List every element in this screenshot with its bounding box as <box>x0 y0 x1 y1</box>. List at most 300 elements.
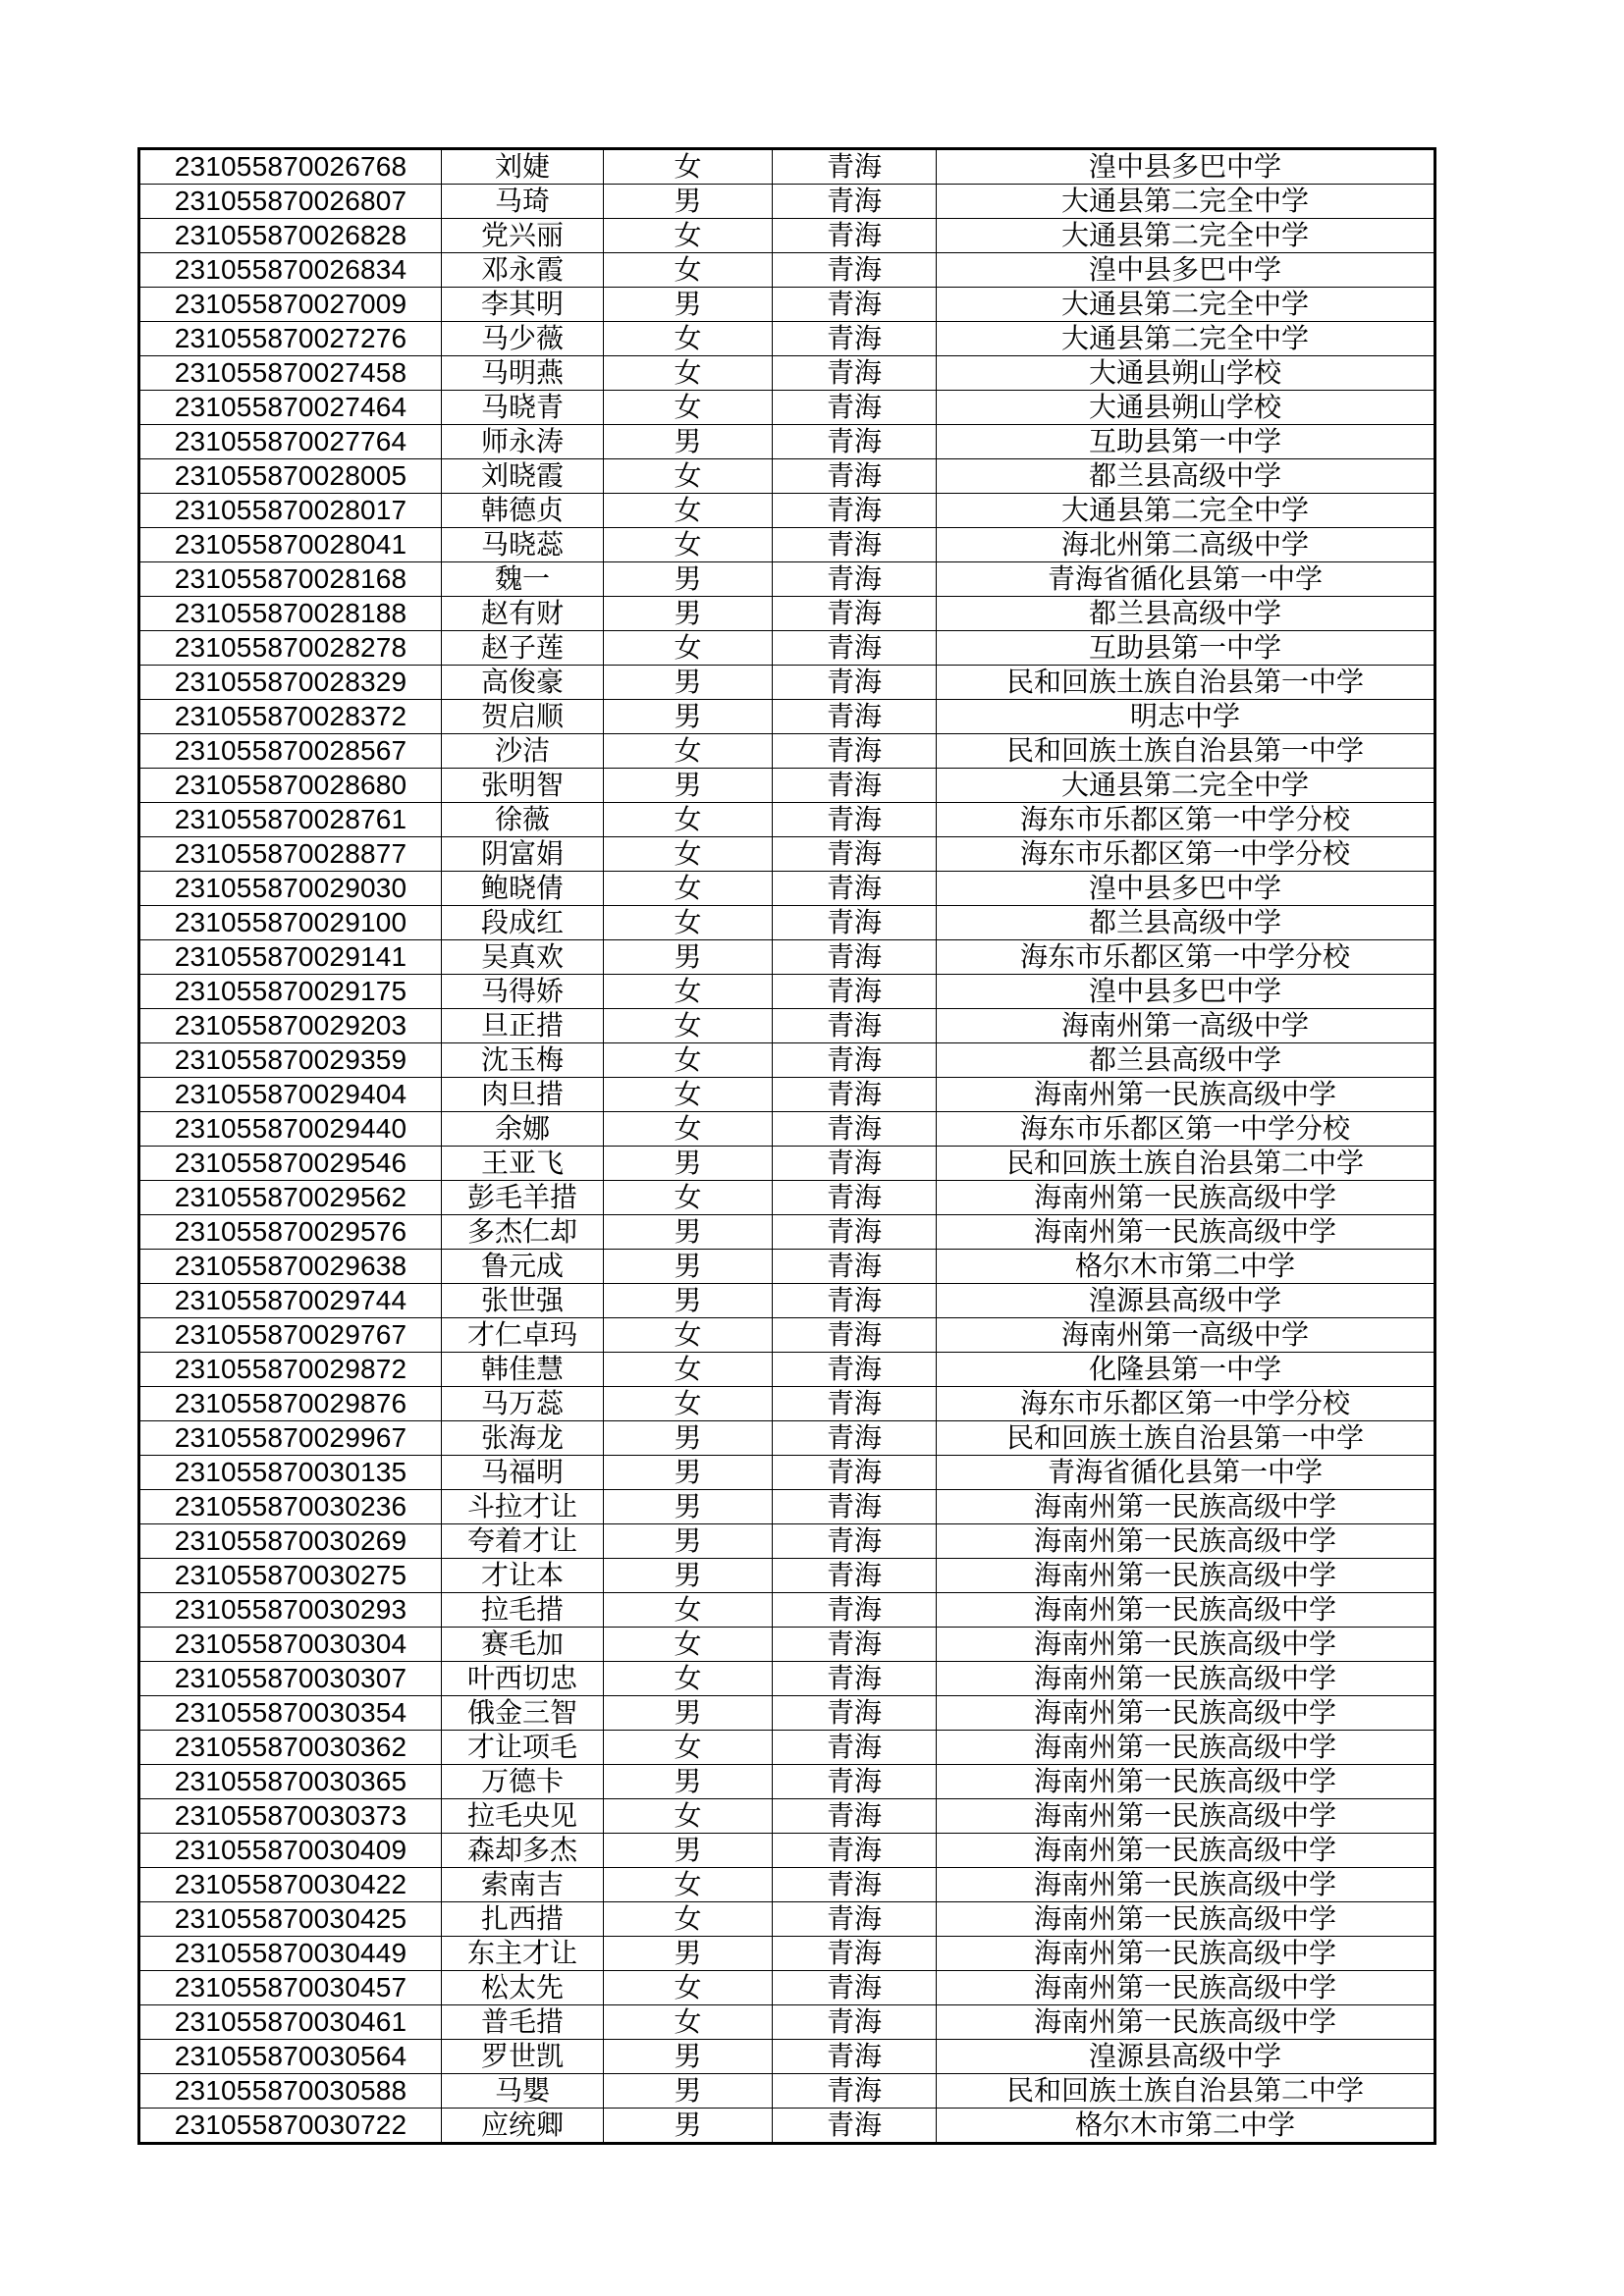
table-row <box>139 1937 1435 1971</box>
cell-gender: 女 <box>604 1662 773 1696</box>
cell-gender: 男 <box>604 2109 773 2144</box>
cell-gender: 男 <box>604 1284 773 1318</box>
cell-name: 刘婕 <box>442 149 604 185</box>
cell-province: 青海 <box>773 2074 937 2109</box>
table-row <box>139 940 1435 975</box>
cell-school: 民和回族土族自治县第一中学 <box>937 1421 1435 1456</box>
table-row <box>139 1284 1435 1318</box>
cell-exam-id: 231055870028005 <box>139 459 442 494</box>
table-row <box>139 322 1435 356</box>
table-row <box>139 1456 1435 1490</box>
cell-gender: 女 <box>604 1112 773 1147</box>
cell-school: 海南州第一民族高级中学 <box>937 1490 1435 1524</box>
cell-gender: 男 <box>604 1490 773 1524</box>
cell-name: 余娜 <box>442 1112 604 1147</box>
cell-exam-id: 231055870030461 <box>139 2005 442 2040</box>
cell-school: 湟中县多巴中学 <box>937 149 1435 185</box>
cell-exam-id: 231055870030422 <box>139 1868 442 1902</box>
cell-exam-id: 231055870030365 <box>139 1765 442 1799</box>
cell-exam-id: 231055870029967 <box>139 1421 442 1456</box>
cell-gender: 男 <box>604 2074 773 2109</box>
table-row <box>139 1215 1435 1250</box>
cell-province: 青海 <box>773 1731 937 1765</box>
cell-exam-id: 231055870030362 <box>139 1731 442 1765</box>
cell-school: 都兰县高级中学 <box>937 1043 1435 1078</box>
cell-name: 马嬰 <box>442 2074 604 2109</box>
cell-province: 青海 <box>773 2040 937 2074</box>
cell-exam-id: 231055870029546 <box>139 1147 442 1181</box>
cell-gender: 女 <box>604 149 773 185</box>
cell-province: 青海 <box>773 1971 937 2005</box>
cell-name: 贺启顺 <box>442 700 604 734</box>
cell-exam-id: 231055870030307 <box>139 1662 442 1696</box>
table-row <box>139 253 1435 288</box>
cell-name: 马晓蕊 <box>442 528 604 562</box>
cell-province: 青海 <box>773 391 937 425</box>
cell-gender: 男 <box>604 562 773 597</box>
cell-province: 青海 <box>773 494 937 528</box>
cell-school: 大通县第二完全中学 <box>937 494 1435 528</box>
cell-exam-id: 231055870028680 <box>139 769 442 803</box>
cell-school: 大通县第二完全中学 <box>937 322 1435 356</box>
table-row <box>139 1971 1435 2005</box>
cell-school: 海南州第一民族高级中学 <box>937 1868 1435 1902</box>
cell-province: 青海 <box>773 1765 937 1799</box>
cell-name: 张明智 <box>442 769 604 803</box>
cell-province: 青海 <box>773 1456 937 1490</box>
table-row <box>139 562 1435 597</box>
cell-exam-id: 231055870030588 <box>139 2074 442 2109</box>
cell-exam-id: 231055870028372 <box>139 700 442 734</box>
table-row <box>139 1524 1435 1559</box>
cell-school: 湟源县高级中学 <box>937 1284 1435 1318</box>
cell-province: 青海 <box>773 1490 937 1524</box>
cell-province: 青海 <box>773 322 937 356</box>
cell-school: 青海省循化县第一中学 <box>937 1456 1435 1490</box>
cell-name: 赵子莲 <box>442 631 604 666</box>
cell-gender: 女 <box>604 1078 773 1112</box>
cell-exam-id: 231055870030304 <box>139 1628 442 1662</box>
table-row <box>139 2109 1435 2144</box>
cell-school: 海南州第一民族高级中学 <box>937 1834 1435 1868</box>
cell-gender: 女 <box>604 1799 773 1834</box>
cell-name: 拉毛措 <box>442 1593 604 1628</box>
cell-school: 大通县朔山学校 <box>937 356 1435 391</box>
cell-gender: 男 <box>604 700 773 734</box>
table-row <box>139 2005 1435 2040</box>
table-row <box>139 1147 1435 1181</box>
cell-province: 青海 <box>773 1937 937 1971</box>
cell-school: 海东市乐都区第一中学分校 <box>937 940 1435 975</box>
cell-name: 多杰仁却 <box>442 1215 604 1250</box>
cell-gender: 女 <box>604 391 773 425</box>
cell-name: 段成红 <box>442 906 604 940</box>
cell-name: 索南吉 <box>442 1868 604 1902</box>
cell-exam-id: 231055870030564 <box>139 2040 442 2074</box>
cell-gender: 男 <box>604 1696 773 1731</box>
cell-province: 青海 <box>773 666 937 700</box>
cell-gender: 女 <box>604 1971 773 2005</box>
cell-name: 叶西切忠 <box>442 1662 604 1696</box>
cell-school: 海南州第一民族高级中学 <box>937 1628 1435 1662</box>
table-row <box>139 906 1435 940</box>
table-row <box>139 494 1435 528</box>
cell-school: 都兰县高级中学 <box>937 906 1435 940</box>
cell-school: 海南州第一高级中学 <box>937 1009 1435 1043</box>
cell-province: 青海 <box>773 1696 937 1731</box>
cell-province: 青海 <box>773 2005 937 2040</box>
cell-exam-id: 231055870028188 <box>139 597 442 631</box>
cell-school: 湟中县多巴中学 <box>937 975 1435 1009</box>
cell-gender: 男 <box>604 1559 773 1593</box>
cell-gender: 女 <box>604 528 773 562</box>
cell-school: 互助县第一中学 <box>937 425 1435 459</box>
cell-name: 马晓青 <box>442 391 604 425</box>
cell-name: 俄金三智 <box>442 1696 604 1731</box>
cell-school: 海南州第一民族高级中学 <box>937 1524 1435 1559</box>
cell-gender: 女 <box>604 631 773 666</box>
cell-name: 刘晓霞 <box>442 459 604 494</box>
cell-school: 海东市乐都区第一中学分校 <box>937 803 1435 837</box>
cell-gender: 女 <box>604 1628 773 1662</box>
cell-exam-id: 231055870028168 <box>139 562 442 597</box>
table-row <box>139 1696 1435 1731</box>
table-row <box>139 803 1435 837</box>
table-row <box>139 975 1435 1009</box>
cell-gender: 女 <box>604 837 773 872</box>
cell-exam-id: 231055870030275 <box>139 1559 442 1593</box>
cell-province: 青海 <box>773 1353 937 1387</box>
cell-province: 青海 <box>773 803 937 837</box>
cell-gender: 女 <box>604 1181 773 1215</box>
cell-name: 彭毛羊措 <box>442 1181 604 1215</box>
cell-school: 海南州第一民族高级中学 <box>937 1215 1435 1250</box>
table-row <box>139 1181 1435 1215</box>
cell-gender: 男 <box>604 940 773 975</box>
cell-province: 青海 <box>773 1662 937 1696</box>
cell-gender: 男 <box>604 1147 773 1181</box>
table-row <box>139 1662 1435 1696</box>
cell-exam-id: 231055870029141 <box>139 940 442 975</box>
cell-gender: 女 <box>604 734 773 769</box>
table-row <box>139 1902 1435 1937</box>
cell-gender: 男 <box>604 185 773 219</box>
cell-name: 王亚飞 <box>442 1147 604 1181</box>
table-row <box>139 1559 1435 1593</box>
cell-school: 民和回族土族自治县第二中学 <box>937 2074 1435 2109</box>
cell-school: 海东市乐都区第一中学分校 <box>937 1387 1435 1421</box>
cell-name: 韩德贞 <box>442 494 604 528</box>
cell-province: 青海 <box>773 1524 937 1559</box>
cell-province: 青海 <box>773 562 937 597</box>
table-row <box>139 219 1435 253</box>
cell-exam-id: 231055870028329 <box>139 666 442 700</box>
cell-name: 才仁卓玛 <box>442 1318 604 1353</box>
cell-province: 青海 <box>773 528 937 562</box>
cell-school: 海东市乐都区第一中学分校 <box>937 1112 1435 1147</box>
cell-school: 格尔木市第二中学 <box>937 1250 1435 1284</box>
cell-gender: 女 <box>604 1353 773 1387</box>
cell-gender: 女 <box>604 494 773 528</box>
cell-gender: 女 <box>604 1318 773 1353</box>
cell-gender: 女 <box>604 872 773 906</box>
cell-exam-id: 231055870030293 <box>139 1593 442 1628</box>
cell-exam-id: 231055870026807 <box>139 185 442 219</box>
cell-name: 夸着才让 <box>442 1524 604 1559</box>
cell-province: 青海 <box>773 1078 937 1112</box>
cell-gender: 女 <box>604 1902 773 1937</box>
cell-province: 青海 <box>773 459 937 494</box>
table-row <box>139 1490 1435 1524</box>
cell-school: 海南州第一民族高级中学 <box>937 1902 1435 1937</box>
cell-exam-id: 231055870027764 <box>139 425 442 459</box>
table-row <box>139 2074 1435 2109</box>
cell-school: 海南州第一民族高级中学 <box>937 1662 1435 1696</box>
cell-province: 青海 <box>773 1387 937 1421</box>
cell-province: 青海 <box>773 253 937 288</box>
cell-name: 马福明 <box>442 1456 604 1490</box>
cell-school: 海南州第一民族高级中学 <box>937 1078 1435 1112</box>
cell-name: 李其明 <box>442 288 604 322</box>
cell-exam-id: 231055870027458 <box>139 356 442 391</box>
cell-school: 明志中学 <box>937 700 1435 734</box>
table-row <box>139 459 1435 494</box>
cell-name: 马明燕 <box>442 356 604 391</box>
cell-gender: 女 <box>604 906 773 940</box>
cell-name: 阴富娟 <box>442 837 604 872</box>
cell-gender: 男 <box>604 1215 773 1250</box>
cell-school: 大通县朔山学校 <box>937 391 1435 425</box>
cell-name: 徐薇 <box>442 803 604 837</box>
cell-province: 青海 <box>773 1043 937 1078</box>
cell-school: 湟中县多巴中学 <box>937 253 1435 288</box>
cell-name: 党兴丽 <box>442 219 604 253</box>
cell-school: 海南州第一民族高级中学 <box>937 1971 1435 2005</box>
cell-school: 大通县第二完全中学 <box>937 769 1435 803</box>
table-row <box>139 700 1435 734</box>
cell-exam-id: 231055870030135 <box>139 1456 442 1490</box>
cell-province: 青海 <box>773 975 937 1009</box>
cell-province: 青海 <box>773 356 937 391</box>
cell-province: 青海 <box>773 288 937 322</box>
cell-exam-id: 231055870029440 <box>139 1112 442 1147</box>
table-row <box>139 666 1435 700</box>
cell-gender: 女 <box>604 219 773 253</box>
cell-exam-id: 231055870030409 <box>139 1834 442 1868</box>
cell-school: 海南州第一民族高级中学 <box>937 1559 1435 1593</box>
roster-body <box>139 149 1435 2144</box>
cell-school: 都兰县高级中学 <box>937 597 1435 631</box>
cell-name: 肉旦措 <box>442 1078 604 1112</box>
cell-school: 海北州第二高级中学 <box>937 528 1435 562</box>
cell-name: 赵有财 <box>442 597 604 631</box>
cell-name: 普毛措 <box>442 2005 604 2040</box>
table-row <box>139 391 1435 425</box>
cell-gender: 女 <box>604 253 773 288</box>
table-row <box>139 1868 1435 1902</box>
cell-exam-id: 231055870028278 <box>139 631 442 666</box>
cell-exam-id: 231055870029030 <box>139 872 442 906</box>
cell-province: 青海 <box>773 1559 937 1593</box>
table-row <box>139 1628 1435 1662</box>
table-row <box>139 631 1435 666</box>
cell-exam-id: 231055870030236 <box>139 1490 442 1524</box>
cell-gender: 女 <box>604 1043 773 1078</box>
cell-school: 海南州第一民族高级中学 <box>937 1937 1435 1971</box>
table-row <box>139 2040 1435 2074</box>
cell-exam-id: 231055870029100 <box>139 906 442 940</box>
cell-exam-id: 231055870029404 <box>139 1078 442 1112</box>
cell-name: 马琦 <box>442 185 604 219</box>
table-row <box>139 1250 1435 1284</box>
table-row <box>139 1731 1435 1765</box>
cell-exam-id: 231055870030722 <box>139 2109 442 2144</box>
cell-province: 青海 <box>773 837 937 872</box>
table-row <box>139 185 1435 219</box>
cell-province: 青海 <box>773 597 937 631</box>
cell-province: 青海 <box>773 2109 937 2144</box>
cell-name: 斗拉才让 <box>442 1490 604 1524</box>
cell-gender: 男 <box>604 1250 773 1284</box>
cell-school: 海南州第一民族高级中学 <box>937 1696 1435 1731</box>
cell-exam-id: 231055870029876 <box>139 1387 442 1421</box>
table-row <box>139 1318 1435 1353</box>
cell-province: 青海 <box>773 872 937 906</box>
table-row <box>139 1593 1435 1628</box>
cell-name: 才让项毛 <box>442 1731 604 1765</box>
cell-school: 青海省循化县第一中学 <box>937 562 1435 597</box>
cell-exam-id: 231055870027276 <box>139 322 442 356</box>
cell-province: 青海 <box>773 1834 937 1868</box>
cell-province: 青海 <box>773 1284 937 1318</box>
table-row <box>139 1078 1435 1112</box>
table-row <box>139 1765 1435 1799</box>
cell-name: 邓永霞 <box>442 253 604 288</box>
cell-exam-id: 231055870029872 <box>139 1353 442 1387</box>
cell-exam-id: 231055870029562 <box>139 1181 442 1215</box>
cell-gender: 男 <box>604 1765 773 1799</box>
cell-province: 青海 <box>773 219 937 253</box>
cell-school: 湟中县多巴中学 <box>937 872 1435 906</box>
cell-province: 青海 <box>773 1902 937 1937</box>
table-row <box>139 1353 1435 1387</box>
table-row <box>139 356 1435 391</box>
cell-province: 青海 <box>773 1628 937 1662</box>
cell-gender: 男 <box>604 1524 773 1559</box>
cell-province: 青海 <box>773 1799 937 1834</box>
table-row <box>139 1043 1435 1078</box>
cell-exam-id: 231055870030373 <box>139 1799 442 1834</box>
cell-gender: 女 <box>604 1868 773 1902</box>
cell-name: 沙洁 <box>442 734 604 769</box>
cell-school: 民和回族土族自治县第一中学 <box>937 666 1435 700</box>
cell-name: 马万蕊 <box>442 1387 604 1421</box>
table-row <box>139 872 1435 906</box>
cell-province: 青海 <box>773 1215 937 1250</box>
cell-province: 青海 <box>773 1181 937 1215</box>
cell-gender: 女 <box>604 2005 773 2040</box>
cell-province: 青海 <box>773 906 937 940</box>
cell-school: 海南州第一民族高级中学 <box>937 1593 1435 1628</box>
cell-school: 都兰县高级中学 <box>937 459 1435 494</box>
cell-school: 格尔木市第二中学 <box>937 2109 1435 2144</box>
cell-exam-id: 231055870028761 <box>139 803 442 837</box>
cell-province: 青海 <box>773 734 937 769</box>
cell-exam-id: 231055870029203 <box>139 1009 442 1043</box>
cell-school: 海东市乐都区第一中学分校 <box>937 837 1435 872</box>
cell-exam-id: 231055870030457 <box>139 1971 442 2005</box>
cell-gender: 女 <box>604 975 773 1009</box>
cell-province: 青海 <box>773 1318 937 1353</box>
cell-exam-id: 231055870028041 <box>139 528 442 562</box>
cell-gender: 男 <box>604 1834 773 1868</box>
cell-school: 湟源县高级中学 <box>937 2040 1435 2074</box>
cell-province: 青海 <box>773 185 937 219</box>
cell-province: 青海 <box>773 1868 937 1902</box>
cell-name: 高俊豪 <box>442 666 604 700</box>
table-row <box>139 769 1435 803</box>
cell-name: 万德卡 <box>442 1765 604 1799</box>
cell-gender: 女 <box>604 803 773 837</box>
cell-name: 张海龙 <box>442 1421 604 1456</box>
table-row <box>139 1421 1435 1456</box>
cell-exam-id: 231055870027009 <box>139 288 442 322</box>
cell-school: 海南州第一高级中学 <box>937 1318 1435 1353</box>
cell-name: 应统卿 <box>442 2109 604 2144</box>
cell-exam-id: 231055870030449 <box>139 1937 442 1971</box>
cell-exam-id: 231055870030354 <box>139 1696 442 1731</box>
cell-exam-id: 231055870028877 <box>139 837 442 872</box>
table-row <box>139 288 1435 322</box>
cell-school: 民和回族土族自治县第二中学 <box>937 1147 1435 1181</box>
cell-gender: 男 <box>604 1937 773 1971</box>
cell-province: 青海 <box>773 1250 937 1284</box>
cell-name: 沈玉梅 <box>442 1043 604 1078</box>
cell-school: 海南州第一民族高级中学 <box>937 1765 1435 1799</box>
table-row <box>139 837 1435 872</box>
table-row <box>139 425 1435 459</box>
cell-name: 松太先 <box>442 1971 604 2005</box>
cell-exam-id: 231055870028017 <box>139 494 442 528</box>
cell-province: 青海 <box>773 1112 937 1147</box>
cell-name: 马少薇 <box>442 322 604 356</box>
table-row <box>139 149 1435 185</box>
table-row <box>139 1112 1435 1147</box>
cell-gender: 女 <box>604 1593 773 1628</box>
cell-name: 森却多杰 <box>442 1834 604 1868</box>
cell-gender: 男 <box>604 597 773 631</box>
cell-name: 魏一 <box>442 562 604 597</box>
cell-province: 青海 <box>773 1147 937 1181</box>
cell-name: 鲍晓倩 <box>442 872 604 906</box>
cell-name: 拉毛央见 <box>442 1799 604 1834</box>
cell-exam-id: 231055870026768 <box>139 149 442 185</box>
cell-exam-id: 231055870028567 <box>139 734 442 769</box>
cell-gender: 女 <box>604 1387 773 1421</box>
table-row <box>139 597 1435 631</box>
table-row <box>139 1799 1435 1834</box>
cell-province: 青海 <box>773 700 937 734</box>
cell-school: 海南州第一民族高级中学 <box>937 1799 1435 1834</box>
cell-school: 民和回族土族自治县第一中学 <box>937 734 1435 769</box>
student-roster-table <box>137 147 1436 2145</box>
cell-exam-id: 231055870026828 <box>139 219 442 253</box>
cell-gender: 男 <box>604 1456 773 1490</box>
cell-school: 海南州第一民族高级中学 <box>937 2005 1435 2040</box>
table-row <box>139 528 1435 562</box>
cell-gender: 男 <box>604 666 773 700</box>
cell-exam-id: 231055870027464 <box>139 391 442 425</box>
